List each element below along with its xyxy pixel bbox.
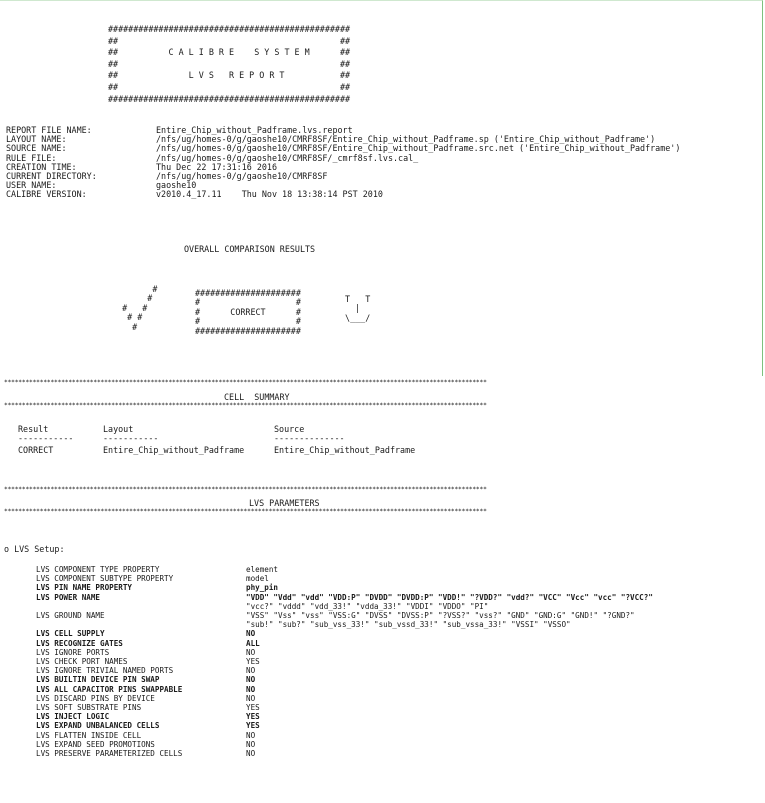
lvs-parameter-name: LVS IGNORE PORTS [36,647,110,657]
checkmark-line: # # [112,302,148,313]
report-info-row [6,172,680,181]
lvs-parameter-name: LVS INJECT LOGIC [36,712,110,722]
checkmark-line: # # [112,312,143,323]
result-correct: CORRECT [18,445,54,455]
smiley-line: T T [340,294,371,304]
lvs-parameter-row [36,749,653,758]
banner-line: ################################################ [108,93,351,104]
report-info-key: CALIBRE VERSION: [6,189,87,200]
report-info-key: RULE FILE: [6,152,57,163]
lvs-parameter-row [36,583,653,592]
report-info-value: /nfs/ug/homes-0/g/gaoshe10/CMRF8SF/_cmrf8sf.lvs.cal_ [156,152,419,163]
correct-box-line: ##################### [195,288,301,298]
banner-line: ################################################ [108,24,351,34]
report-info-row [6,154,680,163]
lvs-parameter-row [36,602,653,611]
lvs-parameter-value: NO [246,675,256,685]
lvs-parameter-row [36,703,653,712]
lvs-parameter-row [36,685,653,694]
lvs-parameter-value: ALL [246,638,260,648]
lvs-parameter-name: LVS FLATTEN INSIDE CELL [36,730,142,740]
layout-cell-name: Entire_Chip_without_Padframe [103,445,245,455]
report-info-key: LAYOUT NAME: [6,134,67,145]
lvs-parameter-name: LVS SOFT SUBSTRATE PINS [36,703,142,713]
separator-line: *************************************************************************************************************************************** [4,508,487,515]
report-info-row [6,163,680,172]
lvs-parameter-value: YES [246,721,260,731]
lvs-parameter-value: YES [246,712,260,722]
report-header-region [0,0,763,376]
lvs-parameter-name: LVS RECOGNIZE GATES [36,638,123,648]
report-info-value: /nfs/ug/homes-0/g/gaoshe10/CMRF8SF [156,171,328,182]
report-info-key: CREATION TIME: [6,161,77,172]
lvs-parameter-row [36,629,653,638]
lvs-parameter-value: NO [246,647,256,657]
lvs-parameter-value: element [246,565,279,574]
separator-line: *************************************************************************************************************************************** [4,486,487,493]
lvs-parameter-row [36,620,653,629]
lvs-parameter-value: NO [246,684,256,694]
lvs-parameter-name: LVS POWER NAME [36,592,101,602]
lvs-parameter-name: LVS EXPAND UNBALANCED CELLS [36,721,160,731]
correct-box-line: # # [195,297,301,308]
banner-line: ## C A L I B R E S Y S T E M ## [108,47,351,58]
correct-box-line: # CORRECT # [195,306,301,317]
lvs-parameter-row [36,593,653,602]
lvs-parameter-list [36,565,653,758]
lvs-parameter-value: YES [246,657,260,667]
lvs-parameter-row [36,721,653,730]
report-info-row [6,190,680,199]
banner-line: ## ## [108,35,351,46]
lvs-parameter-row [36,657,653,666]
lvs-parameter-row [36,574,653,583]
separator-line: *************************************************************************************************************************************** [4,402,487,409]
underline-layout: ----------- [103,433,159,443]
lvs-parameter-row [36,666,653,675]
lvs-parameter-row [36,675,653,684]
lvs-parameter-value: model [246,574,269,584]
banner-line: ## ## [108,81,351,92]
lvs-parameter-value: NO [246,730,256,740]
lvs-parameter-row [36,694,653,703]
lvs-parameter-value: "VDD" "Vdd" "vdd" "VDD:P" "DVDD" "DVDD:P" "VDD!" "?VDD?" "vdd?" "VCC" "Vcc" "vcc" "?VCC?" [246,592,653,602]
lvs-parameter-value: NO [246,749,256,759]
correct-box-line: ##################### [195,325,301,336]
report-info-value: /nfs/ug/homes-0/g/gaoshe10/CMRF8SF/Entire_Chip_without_Padframe.sp ('Entire_Chip_without_Padframe') [156,134,656,145]
lvs-parameter-name [36,602,246,611]
report-info-key: SOURCE NAME: [6,143,67,154]
lvs-parameter-row [36,611,653,620]
lvs-parameter-value: NO [246,629,256,639]
checkmark-art [112,285,157,332]
lvs-parameter-value: phy_pin [246,583,279,593]
lvs-parameter-value: "sub!" "sub?" "sub_vss_33!" "sub_vssd_33!" "sub_vssa_33!" "VSSI" "VSSO" [246,620,571,630]
lvs-parameter-row [36,565,653,574]
source-cell-name: Entire_Chip_without_Padframe [274,445,416,455]
lvs-parameter-value: "vcc?" "vddd" "vdd_33!" "vdda_33!" "VDDI" "VDDO" "PI" [246,601,489,611]
report-info-value: Entire_Chip_without_Padframe.lvs.report [156,125,353,135]
correct-box-line: # # [195,316,301,327]
lvs-parameter-name: LVS CHECK PORT NAMES [36,657,128,667]
lvs-parameter-name: LVS COMPONENT SUBTYPE PROPERTY [36,574,174,584]
lvs-parameter-name: LVS EXPAND SEED PROMOTIONS [36,739,155,749]
checkmark-line: # [112,284,158,294]
lvs-parameter-value: NO [246,693,256,703]
lvs-parameter-name: LVS DISCARD PINS BY DEVICE [36,693,155,703]
checkmark-line: # [112,293,153,304]
lvs-parameter-name: LVS BUILTIN DEVICE PIN SWAP [36,675,160,685]
lvs-parameter-row [36,648,653,657]
report-info-value: /nfs/ug/homes-0/g/gaoshe10/CMRF8SF/Entire_Chip_without_Padframe.src.net ('Entire_Chip_without_Padframe') [156,143,681,154]
lvs-parameter-value: YES [246,703,260,713]
header-source: Source [274,424,305,434]
lvs-parameter-value: NO [246,666,256,676]
report-info-value: Thu Dec 22 17:31:16 2016 [156,161,278,172]
lvs-parameter-name: LVS GROUND NAME [36,611,105,621]
header-layout: Layout [103,424,134,434]
lvs-parameter-row [36,712,653,721]
calibre-banner [108,24,350,105]
cell-summary-title: CELL SUMMARY [224,392,290,402]
lvs-parameters-title: LVS PARAMETERS [249,498,320,508]
lvs-parameter-name: LVS IGNORE TRIVIAL NAMED PORTS [36,666,174,676]
report-info-key: REPORT FILE NAME: [6,125,92,135]
checkmark-line: # [112,321,138,332]
smiley-face-art [340,295,370,323]
banner-line: ## L V S R E P O R T ## [108,70,351,81]
smiley-line: | [340,303,361,314]
lvs-parameter-value: "VSS" "Vss" "vss" "VSS:G" "DVSS" "DVSS:P" "?VSS?" "vss?" "GND" "GND:G" "GND!" "?GND?" [246,611,635,621]
banner-line: ## ## [108,58,351,69]
lvs-parameter-name: LVS CELL SUPPLY [36,629,105,639]
report-info [6,126,680,200]
lvs-parameter-name [36,620,246,629]
lvs-parameter-value: NO [246,739,256,749]
report-info-value: gaoshe10 [156,180,197,191]
lvs-parameter-row [36,740,653,749]
smiley-line: \___/ [340,312,371,323]
underline-result: ----------- [18,433,74,443]
report-info-key: USER NAME: [6,180,57,191]
lvs-setup-label: o LVS Setup: [4,544,65,554]
lvs-parameter-row [36,639,653,648]
separator-line: *************************************************************************************************************************************** [4,379,487,386]
underline-source: -------------- [274,433,345,443]
report-info-value: v2010.4_17.11 Thu Nov 18 13:38:14 PST 2010 [156,189,383,200]
lvs-parameter-row [36,731,653,740]
lvs-parameter-name: LVS COMPONENT TYPE PROPERTY [36,565,160,574]
report-info-key: CURRENT DIRECTORY: [6,171,97,182]
header-result: Result [18,424,49,434]
lvs-parameter-name: LVS ALL CAPACITOR PINS SWAPPABLE [36,684,183,694]
correct-box [195,289,301,336]
overall-comparison-title: OVERALL COMPARISON RESULTS [184,244,316,254]
lvs-parameter-name: LVS PRESERVE PARAMETERIZED CELLS [36,749,183,759]
lvs-parameter-name: LVS PIN NAME PROPERTY [36,583,133,593]
